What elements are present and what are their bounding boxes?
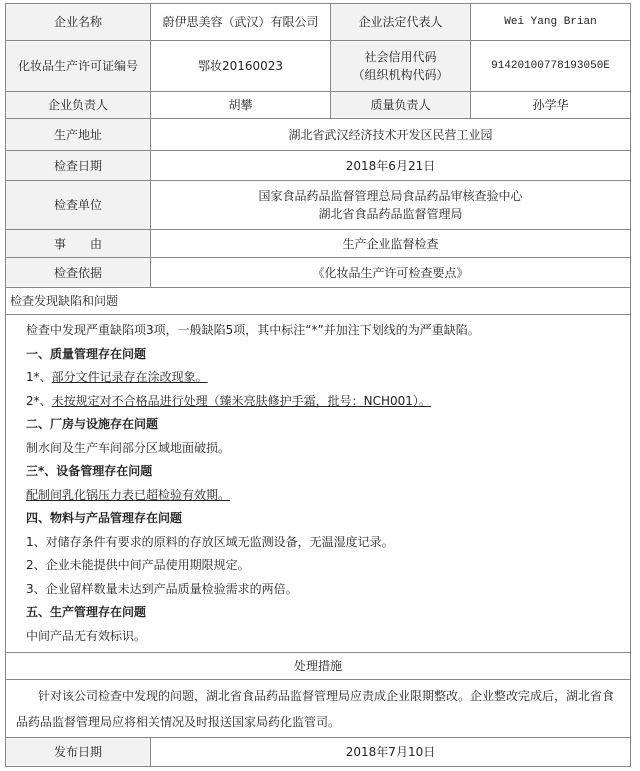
- section-title: 五、生产管理存在问题: [26, 605, 147, 619]
- license-label: 化妆品生产许可证编号: [6, 41, 151, 92]
- finding-item-text: 企业未能提供中间产品使用期限规定。: [45, 558, 250, 572]
- measures-header: 处理措施: [6, 653, 631, 680]
- address-value: 湖北省武汉经济技术开发区民营工业园: [151, 119, 631, 151]
- section-title: 二、厂房与设施存在问题: [26, 417, 159, 431]
- inspection-unit-value: [151, 181, 631, 230]
- address-label: 生产地址: [6, 119, 151, 151]
- finding-item: [26, 437, 620, 461]
- finding-item-text: 部分文件记录存在涂改现象。: [51, 370, 208, 384]
- row-findings-header: [6, 288, 631, 315]
- report-table: [5, 3, 631, 767]
- inspection-report: [5, 3, 630, 767]
- release-label: 发布日期: [6, 738, 151, 767]
- findings-body: [6, 315, 631, 653]
- finding-item: [26, 531, 620, 555]
- row-inspection-unit: [6, 181, 631, 230]
- finding-item: [26, 578, 620, 602]
- principal-label: 企业负责人: [6, 92, 151, 119]
- company-name-label: 企业名称: [6, 4, 151, 41]
- credit-code-label: [331, 41, 471, 92]
- matter-value: 生产企业监督检查: [151, 230, 631, 258]
- finding-item: [26, 366, 620, 390]
- row-findings-body: [6, 315, 631, 653]
- finding-item: [26, 390, 620, 414]
- findings-sections: [26, 343, 620, 649]
- row-company: [6, 4, 631, 41]
- finding-item: [26, 625, 620, 649]
- finding-item-text: 制水间及生产车间部分区域地面破损。: [26, 440, 231, 455]
- inspection-date-value: 2018年6月21日: [151, 151, 631, 181]
- measures-text: 针对该公司检查中发现的问题，湖北省食品药品监督管理局应责成企业限期整改。企业整改完成后，湖北省食品药品监督管理局应将相关情况及时报送国家局药化监管司。: [6, 680, 631, 738]
- inspection-unit-line2: 湖北省食品药品监督管理局: [318, 207, 463, 221]
- row-matter: [6, 230, 631, 258]
- finding-item-text: 中间产品无有效标识。: [26, 628, 147, 643]
- findings-summary: 检查中发现严重缺陷项3项，一般缺陷5项，其中标注“*”并加注下划线的为严重缺陷。: [26, 323, 480, 337]
- finding-item-prefix: 1、: [26, 534, 46, 549]
- row-inspection-date: [6, 151, 631, 181]
- company-name-value: 蔚伊思美容（武汉）有限公司: [151, 4, 331, 41]
- finding-item-text: 未按规定对不合格品进行处理（臻米亮肤修护手霜，批号：NCH001）。: [51, 393, 431, 408]
- basis-label: 检查依据: [6, 258, 151, 288]
- finding-item-prefix: 2*、: [26, 393, 52, 408]
- license-value: 鄂妆20160023: [151, 41, 331, 92]
- inspection-date-label: 检查日期: [6, 151, 151, 181]
- release-value: 2018年7月10日: [151, 738, 631, 767]
- row-basis: [6, 258, 631, 288]
- finding-item: [26, 554, 620, 578]
- inspection-unit-label: 检查单位: [6, 181, 151, 230]
- finding-item-prefix: 3、: [26, 581, 46, 596]
- section-title: 一、质量管理存在问题: [26, 346, 147, 361]
- finding-item-text: 配制间乳化锅压力表已超检验有效期。: [26, 487, 231, 502]
- credit-code-label-line2: （组织机构代码）: [352, 68, 449, 82]
- finding-item-text: 企业留样数量未达到产品质量检验需求的两倍。: [45, 581, 298, 596]
- row-measures-body: [6, 680, 631, 738]
- row-measures-header: [6, 653, 631, 680]
- finding-item-prefix: 2、: [26, 558, 46, 572]
- section-title: 四、物料与产品管理存在问题: [26, 511, 183, 525]
- credit-code-value: 91420100778193050E: [471, 41, 631, 92]
- legal-rep-label: 企业法定代表人: [331, 4, 471, 41]
- finding-item-text: 对储存条件有要求的原料的存放区域无监测设备，无温湿度记录。: [45, 534, 394, 549]
- row-address: [6, 119, 631, 151]
- finding-item: [26, 484, 620, 508]
- row-release: [6, 738, 631, 767]
- inspection-unit-line1: 国家食品药品监督管理总局食品药品审核查验中心: [258, 189, 523, 203]
- findings-header: 检查发现缺陷和问题: [6, 288, 631, 315]
- basis-value: 《化妆品生产许可检查要点》: [151, 258, 631, 288]
- principal-value: 胡攀: [151, 92, 331, 119]
- credit-code-label-line1: 社会信用代码: [364, 50, 437, 64]
- quality-head-value: 孙学华: [471, 92, 631, 119]
- row-license: [6, 41, 631, 92]
- legal-rep-value: Wei Yang Brian: [471, 4, 631, 41]
- finding-item-prefix: 1*、: [26, 370, 52, 384]
- matter-label: 事 由: [6, 230, 151, 258]
- quality-head-label: 质量负责人: [331, 92, 471, 119]
- row-principal: [6, 92, 631, 119]
- section-title: 三*、设备管理存在问题: [26, 464, 153, 478]
